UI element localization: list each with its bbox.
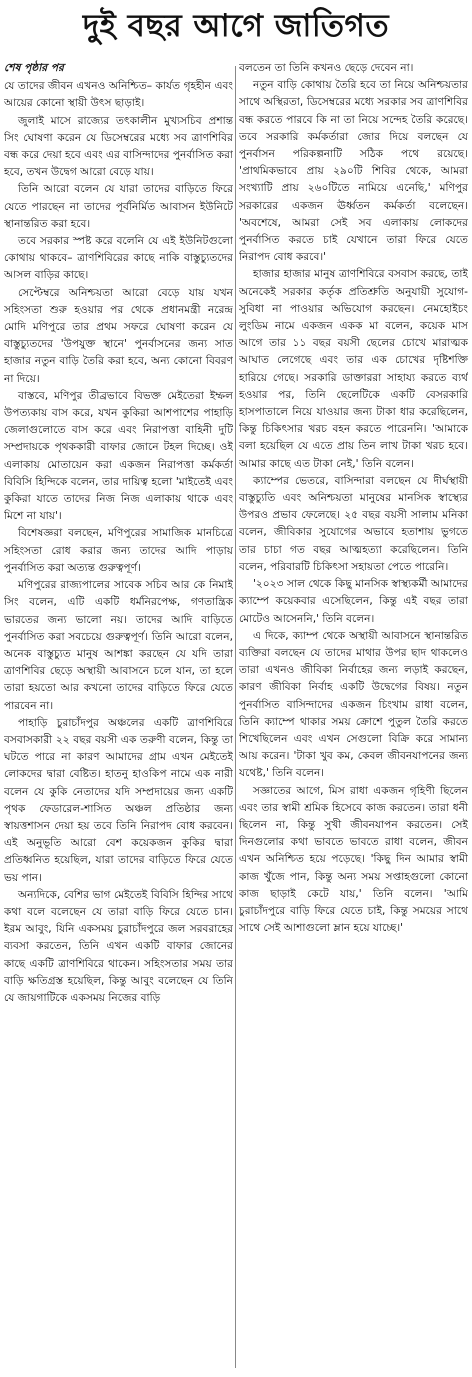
paragraph-13: ক্যাম্পের ভেতরে, বাসিন্দারা বলছেন যে দীর্ঘস্থায়ী বাস্তুচ্যুতি এবং অনিশ্চয়তা মানুষের মানসিক স্বাস্থ্যের উপরও প্রভাব ফেলেছে। ২৫ বছর বয়সী সালাম মনিকা বলেন, জীবিকার সুযোগের অভাবে হতাশায় ভুগতে তার চাচা গত বছর আত্মহত্যা করেছিলেন। তিনি বলেন, পরিবারটি চিকিৎসা সহায়তা পেতে পারেনি। — [239, 474, 468, 573]
paragraph-0-text: যে তাদের জীবন এখনও অনিশ্চিত– কার্যত গৃহহীন এবং আয়ের কোনো স্থায়ী উৎস ছাড়াই। — [4, 80, 233, 110]
paragraph-2: তিনি আরো বলেন যে যারা তাদের বাড়িতে ফিরে যেতে পারছেন না তাদের পূর্বনির্মিত আবাসন ইউনিটে স্থানান্তরিত করা হবে। — [4, 183, 233, 230]
paragraph-6: বিশেষজ্ঞরা বলছেন, মণিপুরের সামাজিক মানচিত্রে সহিংসতা রোধ করার জন্য তাদের আদি পাড়ায় পুনর্বাসিত করা অত্যন্ত গুরুত্বপূর্ণ। — [4, 527, 233, 574]
paragraph-7: মণিপুরের রাজ্যপালের সাবেক সচিব আর কে নিমাই সিং বলেন, এটি একটি ধর্মনিরপেক্ষ, গণতান্ত্রিক ভারতের জন্য ভালো নয়। তাদের আদি বাড়িতে পুনর্বাসিত করা সবচেয়ে গুরুত্বপূর্ণ। তিনি আরো বলেন, অনেক বাস্তুচ্যুত মানুষ আশঙ্কা করছেন যে যদি তারা ত্রাণশিবির ছেড়ে অস্থায়ী আবাসনে চলে যান, তা হলে তারা হয়তো আর কখনো তাদের বাড়িতে ফিরে যেতে পারবেন না। — [4, 579, 233, 712]
right-column — [239, 60, 468, 1372]
headline: দুই বছর আগে জাতিগত — [82, 8, 390, 44]
paragraph-12: হাজার হাজার মানুষ ত্রাণশিবিরে বসবাস করছে, তাই অনেকেই সরকার কর্তৃক প্রতিশ্রুতি অনুযায়ী সুযোগ-সুবিধা না পাওয়ার অভিযোগ করছেন। নেমহোইচং লুংডিম নামে একজন একক মা বলেন, কয়েক মাস আগে তার ১১ বছর বয়সী ছেলের চোখে মারাত্মক আঘাত লেগেছে এবং তার এক চোখের দৃষ্টিশক্তি হারিয়ে গেছে। সরকারি ডাক্তাররা সাহায্য করতে ব্যর্থ হওয়ার পর, তিনি ছেলেটিকে একটি বেসরকারি হাসপাতালে নিয়ে যাওয়ার জন্য টাকা ধার করেছিলেন, কিন্তু চিকিৎসার খরচ বহন করতে পারেননি। 'আমাকে বলা হয়েছিল যে এতে প্রায় তিন লাখ টাকা খরচ হবে। আমার কাছে এত টাকা নেই,' তিনি বলেন। — [239, 268, 468, 470]
paragraph-4: সেপ্টেম্বরে অনিশ্চয়তা আরো বেড়ে যায় যখন সহিংসতা শুরু হওয়ার পর থেকে প্রধানমন্ত্রী নরেন্দ্র মোদি মণিপুরে তার প্রথম সফরে ঘোষণা করেন যে বাস্তুচ্যুতদের 'উপযুক্ত স্থানে' পুনর্বাসনের জন্য সাত হাজার নতুন বাড়ি তৈরি করা হবে, অন্য কোনো বিবরণ না দিয়ে। — [4, 286, 233, 385]
paragraph-9: অন্যদিকে, বেশির ভাগ মেইতেই বিবিসি হিন্দির সাথে কথা বলে বলেছেন যে তারা বাড়ি ফিরে যেতে চান। ইরম আবুং, যিনি একসময় চুরাচাঁদপুরে জল সরবরাহের ব্যবসা করতেন, তিনি এখন একটি বাফার জোনের কাছে একটি ত্রাণশিবিরে থাকেন। সহিংসতার সময় তার বাড়ি ক্ষতিগ্রস্ত হয়েছিল, কিন্তু আবুং বলেছেন যে তিনি যে জায়গাটিকে একসময় নিজের বাড়ি — [4, 888, 233, 1004]
paragraph-1: জুলাই মাসে রাজ্যের তৎকালীন মুখ্যসচিব প্রশান্ত সিং ঘোষণা করেন যে ডিসেম্বরের মধ্যে সব ত্রাণশিবির বন্ধ করে দেয়া হবে এবং এর বাসিন্দাদের পুনর্বাসিত করা হবে, তখন উদ্বেগ আরো বেড়ে যায়। — [4, 114, 233, 179]
paragraph-0 — [4, 60, 233, 113]
continued-label: শেষ পৃষ্ঠার পর — [4, 62, 64, 74]
paragraph-10: বলতেন তা তিনি কখনও ছেড়ে দেবেন না। — [239, 62, 414, 74]
paragraph-14: '২০২৩ সাল থেকে কিছু মানসিক স্বাস্থ্যকর্মী আমাদের ক্যাম্পে কয়েকবার এসেছিলেন, কিন্তু এই বছর তারা মোটেও আসেননি,' তিনি বলেন। — [239, 578, 468, 625]
paragraph-3: তবে সরকার স্পষ্ট করে বলেনি যে এই ইউনিটগুলো কোথায় থাকবে– ত্রাণশিবিরের কাছে নাকি বাস্তুচ্যুতদের আসল বাড়ির কাছে। — [4, 235, 233, 282]
paragraph-16: সজ্ঞাতের আগে, মিস রাধা একজন গৃহিণী ছিলেন এবং তার স্বামী শ্রমিক হিসেবে কাজ করতেন। তারা ধনী ছিলেন না, কিন্তু সুখী জীবনযাপন করতেন। সেই দিনগুলোর কথা ভাবতে ভাবতে রাধা বলেন, জীবন এখন অনিশ্চিত হয়ে পড়েছে। 'কিছু দিন আমার স্বামী কাজ খুঁজে পান, কিন্তু অন্য সময় সপ্তাহগুলো কোনো কাজ ছাড়াই কেটে যায়,' তিনি বলেন। 'আমি চুরাচাঁদপুরে বাড়ি ফিরে যেতে চাই, কিন্তু সময়ের সাথে সাথে সেই আশাগুলো ম্লান হয়ে যাচ্ছে।' — [239, 784, 468, 935]
left-column — [4, 60, 233, 1372]
paragraph-15: এ দিকে, ক্যাম্প থেকে অস্থায়ী আবাসনে স্থানান্তরিত ব্যক্তিরা বলছেন যে তাদের মাথার উপর ছাদ থাকলেও তারা এখনও জীবিকা নির্বাহের জন্য লড়াই করছেন, কারণ জীবিকা নির্বাহ একটি উদ্বেগের বিষয়। নতুন পুনর্বাসিত বাসিন্দাদের একজন চিংখাম রাধা বলেন, তিনি ক্যাম্পে থাকার সময় ক্রোশে পুতুল তৈরি করতে শিখেছিলেন এবং এখন সেগুলো বিক্রি করে সামান্য আয় করেন। 'টাকা খুব কম, কেবল জীবনযাপনের জন্য যথেষ্ট,' তিনি বলেন। — [239, 629, 468, 780]
column-divider — [233, 60, 239, 1372]
paragraph-5: বাস্তবে, মণিপুর তীব্রভাবে বিভক্ত মেইতেরা ইম্ফল উপত্যকায় বাস করে, যখন কুকিরা আশপাশের পাহাড়ি জেলাগুলোতে বাস করে এবং নিরাপত্তা বাহিনী দুটি সম্প্রদায়কে পৃথককারী বাফার জোনে টহল দিচ্ছে। ওই এলাকায় মোতায়েন করা একজন নিরাপত্তা কর্মকর্তা বিবিসি হিন্দিকে বলেন, তার দায়িত্ব হলো 'মাইতেই এবং কুকিরা যাতে তাদের নিজ নিজ এলাকায় থাকে এবং মিশে না যায়'। — [4, 389, 233, 523]
article-body — [4, 60, 468, 1372]
paragraph-8: পাহাড়ি চুরাচাঁদপুর অঞ্চলের একটি ত্রাণশিবিরে বসবাসকারী ২২ বছর বয়সী এক তরুণী বলেন, কিন্তু তা ঘটতে পারে না কারণ আমাদের গ্রাম এখন মেইতেই লোকদের দ্বারা বেষ্টিত। হাতনু হাওকিপ নামে এক নারী বলেন যে কুকি নেতাদের যদি সম্প্রদায়ের জন্য একটি পৃথক ফেডারেল-শাসিত অঞ্চল প্রতিষ্ঠার জন্য স্বায়ত্তশাসন দেয়া হয় তবে তিনি নিরাপদ বোধ করবেন। এই অনুভূতি আরো বেশ কয়েকজন কুকির দ্বারা প্রতিধ্বনিত হয়েছিল, যারা তাদের বাড়িতে ফিরে যেতে ভয় পান। — [4, 716, 233, 884]
paragraph-11: নতুন বাড়ি কোথায় তৈরি হবে তা নিয়ে অনিশ্চয়তার সাথে অস্থিরতা, ডিসেম্বরের মধ্যে সরকার সব ত্রাণশিবির বন্ধ করতে পারবে কি না তা নিয়ে সন্দেহ তৈরি করেছে। তবে সরকারি কর্মকর্তারা জোর দিয়ে বলছেন যে পুনর্বাসন পরিকল্পনাটি সঠিক পথে রয়েছে। 'প্রাথমিকভাবে প্রায় ২৯০টি শিবির থেকে, আমরা সংখ্যাটি প্রায় ২৬০টিতে নামিয়ে এনেছি,' মণিপুর সরকারের একজন ঊর্ধ্বতন কর্মকর্তা বলেছেন। 'অবশেষে, আমরা সেই সব এলাকায় লোকদের পুনর্বাসিত করতে চাই যেখানে তারা ফিরে যেতে নিরাপদ বোধ করবে।' — [239, 79, 468, 264]
